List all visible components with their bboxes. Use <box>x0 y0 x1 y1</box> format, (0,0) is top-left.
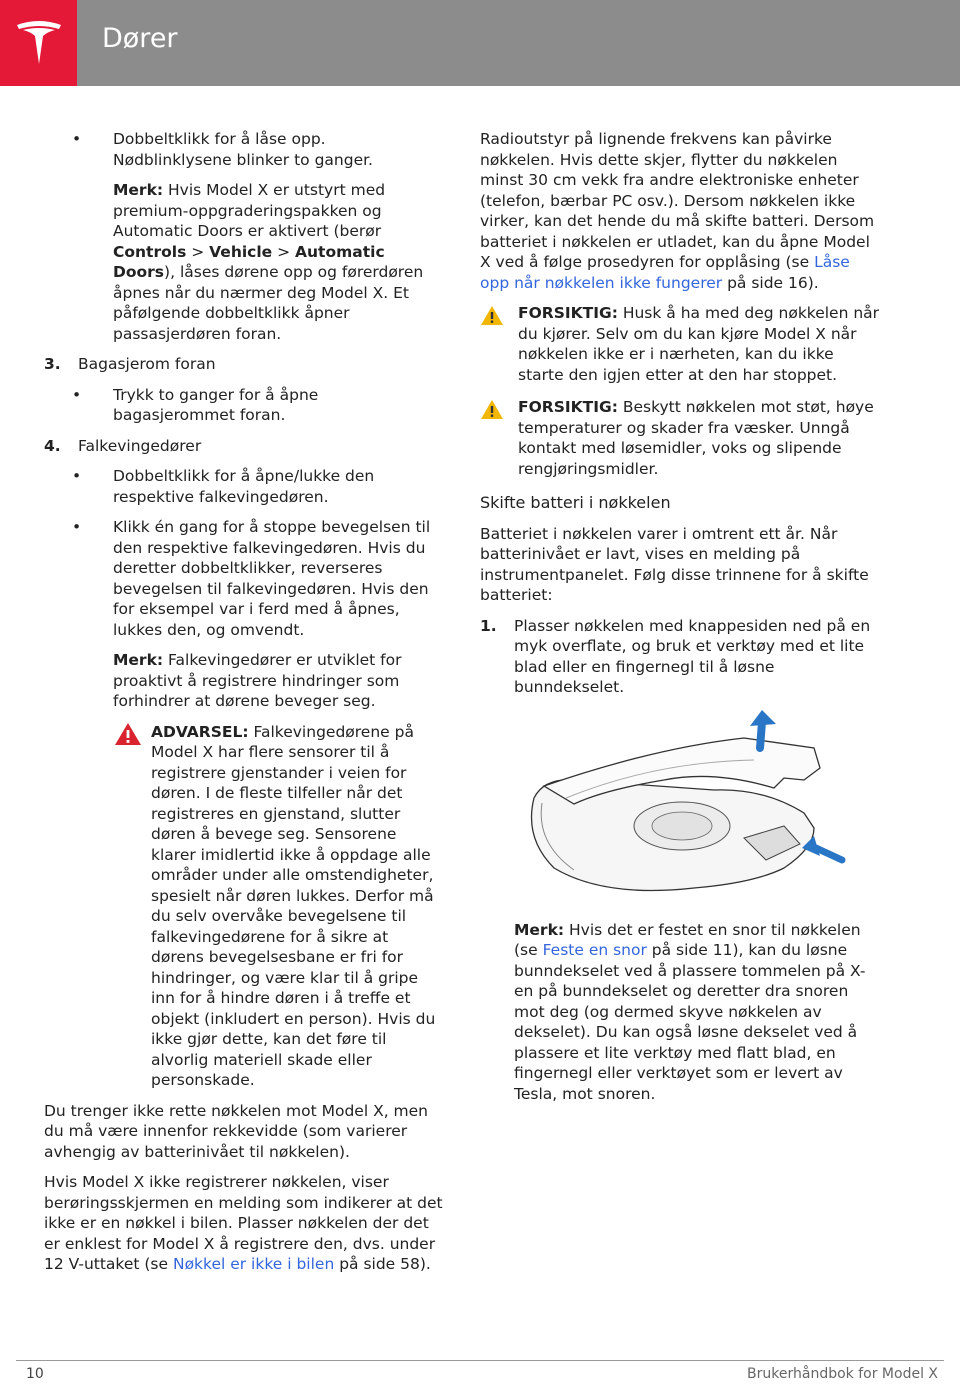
paragraph: Du trenger ikke rette nøkkelen mot Model X, men du må være innenfor rekkevidde (som varierer avhengig av batterinivået til nøkkelen). <box>44 1101 429 1161</box>
list-item: • Trykk to ganger for å åpne bagasjerommet foran. <box>72 385 319 424</box>
caution-block: FORSIKTIG: Beskytt nøkkelen mot støt, høye temperaturer og skader fra væsker. Unngå kontakt med løsemidler, voks og slipende rengjøringsmidler. <box>480 397 880 479</box>
note: Merk: Hvis Model X er utstyrt med premium-oppgraderingspakken og Automatic Doors er aktivert (berør Controls > Vehicle > Automatic Doors), låses dørene opp og førerdøren åpnes når du nærmer deg Model X. Et påfølgende dobbeltklikk åpner passasjerdøren foran. <box>113 181 424 343</box>
caution-icon <box>480 305 504 326</box>
page-number: 10 <box>26 1366 44 1382</box>
list-item: • Klikk én gang for å stoppe bevegelsen til den respektive falkevingedøren. Hvis du deretter dobbeltklikker, reverseres bevegelsen til falkevingedøren. Hvis den for eksempel var i ferd med å åpnes, lukkes den, og omvendt. <box>72 518 431 639</box>
link-unlock-key-not-working[interactable]: Låse opp når nøkkelen ikke fungerer <box>480 253 850 292</box>
key-battery-illustration <box>514 708 874 908</box>
numbered-item: 4. Falkevingedører <box>44 436 202 455</box>
footer-divider <box>16 1360 944 1361</box>
right-column <box>480 129 880 1114</box>
list-item: • Dobbeltklikk for å åpne/lukke den respektive falkevingedøren. <box>72 467 375 506</box>
page-header <box>0 0 960 86</box>
list-item: • Dobbeltklikk for å låse opp. Nødblinklysene blinker to ganger. <box>72 130 373 169</box>
link-attach-lanyard[interactable]: Feste en snor <box>542 941 647 959</box>
link-key-not-in-car[interactable]: Nøkkel er ikke i bilen <box>172 1255 335 1273</box>
caution-icon <box>480 399 504 420</box>
note: Merk: Falkevingedører er utviklet for proaktivt å registrere hindringer som forhindrer at dørene beveger seg. <box>113 651 402 710</box>
left-column <box>44 129 444 1285</box>
warning-block: ADVARSEL: Falkevingedørene på Model X har flere sensorer til å registrere gjenstander i veien for døren. I de fleste tilfeller når det registreres en gjenstand, slutter døren å bevege seg. Sensorene klarer imidlertid ikke å oppdage alle områder under alle omstendigheter, spesielt når døren lukkes. Derfor må du selv overvåke bevegelsene til falkevingedørene for å sikre at dørens bevegelsesbane er fri for hindringer, og være klar til å gripe inn for å hindre døren i å treffe et objekt (inkludert en person). Hvis du ikke gjør dette, kan det føre til alvorlig materiell skade eller personskade. <box>44 722 444 1091</box>
paragraph: Radioutstyr på lignende frekvens kan påvirke nøkkelen. Hvis dette skjer, flytter du nøkkelen minst 30 cm vekk fra andre elektroniske enheter (telefon, bærbar PC osv.). Dersom nøkkelen ikke virker, kan det hende du må skifte batteri. Dersom batteriet i nøkkelen er utladet, kan du åpne Model X ved å følge prosedyren for opplåsing (se Låse opp når nøkkelen ikke fungerer på side 16). <box>480 130 875 292</box>
numbered-item: 1. Plasser nøkkelen med knappesiden ned på en myk overflate, og bruk et verktøy med et lite blad eller en fingernegl til å løsne bunndekselet. <box>480 616 871 696</box>
paragraph: Hvis Model X ikke registrerer nøkkelen, viser berøringsskjermen en melding som indikerer at det ikke er en nøkkel i bilen. Plasser nøkkelen der det er enklest for Model X å registrere den, dvs. under 12 V-uttaket (se Nøkkel er ikke i bilen på side 58). <box>44 1173 443 1273</box>
tesla-t-icon <box>13 18 65 70</box>
warning-icon <box>114 722 142 746</box>
section-heading: Skifte batteri i nøkkelen <box>480 493 671 512</box>
paragraph: Batteriet i nøkkelen varer i omtrent ett år. Når batterinivået er lavt, vises en melding på instrumentpanelet. Følg disse trinnene for å skifte batteriet: <box>480 524 869 604</box>
footer-title: Brukerhåndbok for Model X <box>747 1366 938 1382</box>
caution-block: FORSIKTIG: Husk å ha med deg nøkkelen når du kjører. Selv om du kan kjøre Model X når nøkkelen ikke er i nærheten, kan du ikke starte den igjen etter at den har stoppet. <box>480 303 880 385</box>
note: Merk: Hvis det er festet en snor til nøkkelen (se Feste en snor på side 11), kan du løsne bunndekselet ved å plassere tommelen på X-en på bunndekselet og deretter dra snoren mot deg (og dermed skyve nøkkelen av dekselet). Du kan også løsne dekselet ved å plassere et lite verktøy med flatt blad, en fingernegl eller verktøyet som er levert av Tesla, mot snoren. <box>514 920 866 1103</box>
numbered-item: 3. Bagasjerom foran <box>44 355 216 373</box>
tesla-logo <box>0 0 77 86</box>
page-title: Dører <box>102 23 178 54</box>
